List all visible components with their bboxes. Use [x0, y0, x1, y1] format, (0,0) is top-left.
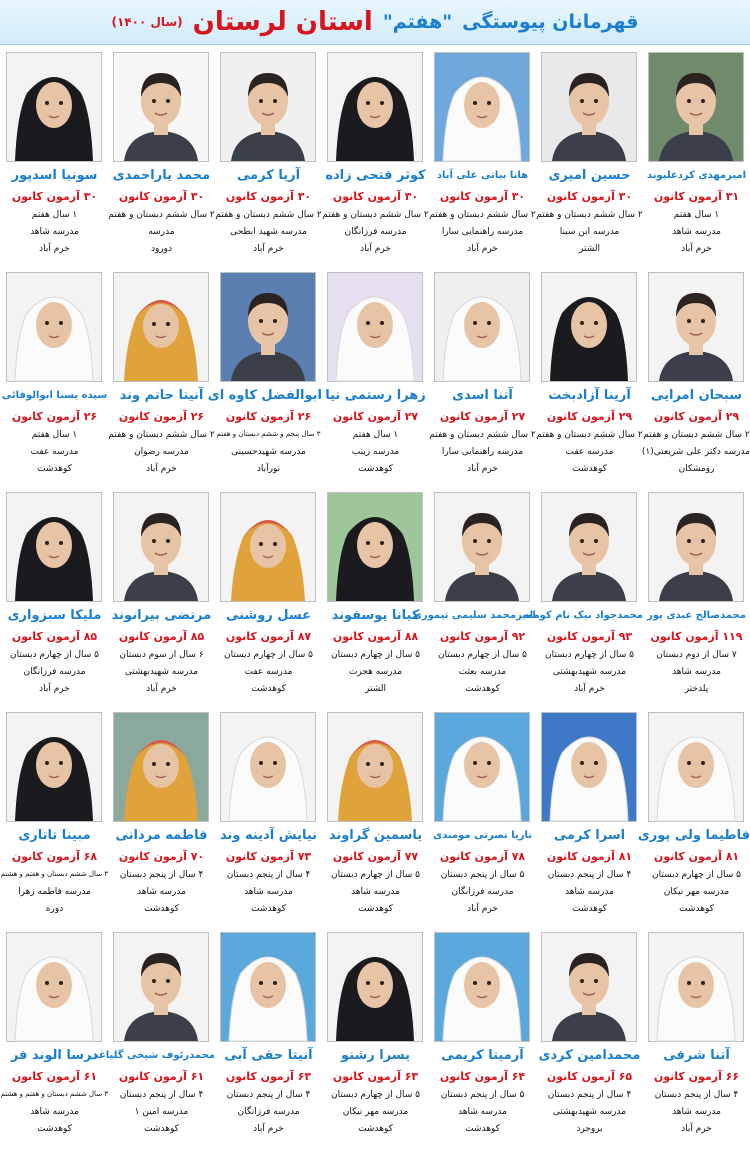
study-years: ۵ سال از چهارم دبستان — [224, 650, 313, 660]
city-name: خرم آباد — [39, 684, 70, 694]
student-card — [215, 926, 322, 1142]
exam-count: ۶۵ آزمون کانون — [546, 1070, 633, 1083]
study-years: ۲ سال ششم دبستان و هفتم — [322, 210, 429, 220]
school-name: مدرسه شاهد — [351, 887, 400, 897]
student-name: یسرا رشنو — [341, 1048, 410, 1063]
city-name: نورآباد — [256, 464, 281, 474]
student-card — [322, 486, 429, 702]
school-name: مدرسه دکتر علی شریعتی(۱) — [641, 447, 750, 457]
student-name: محمدامین کردی — [538, 1048, 641, 1063]
girl-white-hijab-icon — [649, 933, 743, 1041]
school-name: مدرسه بعثت — [458, 667, 507, 677]
student-card — [637, 706, 750, 922]
girl-black-hijab-icon — [328, 493, 422, 601]
city-name: دورود — [150, 244, 173, 254]
student-card — [429, 46, 536, 262]
student-photo — [648, 272, 744, 382]
school-name: مدرسه فرزانگان — [237, 1107, 300, 1117]
boy-portrait-icon — [221, 273, 315, 381]
student-card — [429, 266, 536, 482]
girl-black-hijab-icon — [328, 53, 422, 161]
boy-portrait-icon — [114, 53, 208, 161]
student-card — [1, 926, 108, 1142]
girl-black-hijab-icon — [7, 493, 101, 601]
study-years: ۲ سال ششم دبستان و هفتم — [429, 210, 536, 220]
city-name: خرم آباد — [681, 244, 712, 254]
student-name: عسل روشنی — [225, 608, 312, 623]
girl-white-hijab-icon — [435, 933, 529, 1041]
student-card — [88, 926, 215, 1142]
student-name: فاطمه مردانی — [115, 828, 208, 843]
study-years: ۳ سال ششم دبستان و هفتم و هشتم — [0, 870, 108, 878]
page-header — [0, 0, 750, 45]
student-photo — [648, 52, 744, 162]
exam-count: ۶۳ آزمون کانون — [332, 1070, 419, 1083]
city-name: الشتر — [365, 684, 386, 694]
study-years: ۵ سال از چهارم دبستان — [545, 650, 634, 660]
student-photo — [113, 492, 209, 602]
city-name: کوهدشت — [358, 464, 393, 474]
study-years: ۵ سال از چهارم دبستان — [331, 1090, 420, 1100]
school-name: مدرسه شهید ابطحی — [230, 227, 307, 237]
city-name: خرم آباد — [467, 464, 498, 474]
student-card — [429, 926, 536, 1142]
exam-count: ۸۸ آزمون کانون — [332, 630, 419, 643]
city-name: کوهدشت — [251, 904, 286, 914]
school-name: مدرسه شهیدحسینی — [231, 447, 306, 457]
student-photo — [6, 492, 102, 602]
student-photo — [6, 272, 102, 382]
school-name: مدرسه رضوان — [134, 447, 189, 457]
student-name: هانا بیاتی علی آباد — [436, 170, 529, 181]
student-name: نیایش آدینه وند — [219, 828, 318, 843]
student-photo — [434, 272, 530, 382]
boy-portrait-icon — [649, 493, 743, 601]
city-name: کوهدشت — [679, 904, 714, 914]
city-name: کوهدشت — [251, 684, 286, 694]
student-photo — [541, 52, 637, 162]
school-name: مدرسه فرزانگان — [451, 887, 514, 897]
student-card — [215, 706, 322, 922]
study-years: ۲ سال ششم دبستان و هفتم — [429, 430, 536, 440]
city-name: الشتر — [579, 244, 600, 254]
school-name: مدرسه شهیدبهشتی — [552, 1107, 627, 1117]
study-years: ۵ سال از چهارم دبستان — [10, 650, 99, 660]
city-name: کوهدشت — [358, 1124, 393, 1134]
girl-black-hijab-icon — [7, 53, 101, 161]
student-name: آریا کرمی — [236, 168, 301, 183]
school-name: مدرسه شاهد — [137, 887, 186, 897]
boy-portrait-icon — [114, 933, 208, 1041]
header-province: استان لرستان — [192, 7, 373, 37]
student-name: یاسمین گراوند — [328, 828, 423, 843]
student-name: ملیکا سبزواری — [7, 608, 102, 623]
study-years: ۴ سال از پنجم دبستان — [119, 1090, 204, 1100]
school-name: مدرسه هجرت — [348, 667, 403, 677]
city-name: خرم آباد — [681, 1124, 712, 1134]
student-card — [429, 706, 536, 922]
exam-count: ۷۷ آزمون کانون — [332, 850, 419, 863]
girl-scarf-icon — [114, 713, 208, 821]
boy-portrait-icon — [649, 53, 743, 161]
study-years: ۶ سال از سوم دبستان — [119, 650, 204, 660]
school-name: مدرسه شاهد — [672, 227, 721, 237]
city-name: خرم آباد — [253, 244, 284, 254]
exam-count: ۸۱ آزمون کانون — [653, 850, 740, 863]
student-photo — [541, 492, 637, 602]
school-name: مدرسه — [148, 227, 175, 237]
student-photo — [541, 272, 637, 382]
study-years: ۳ سال ششم دبستان و هفتم و هشتم — [0, 1090, 108, 1098]
student-card — [536, 706, 643, 922]
school-name: مدرسه مهر نیکان — [663, 887, 730, 897]
student-card — [1, 486, 108, 702]
student-photo — [6, 712, 102, 822]
exam-count: ۸۵ آزمون کانون — [118, 630, 205, 643]
city-name: خرم آباد — [574, 684, 605, 694]
student-card — [1, 46, 108, 262]
student-photo — [327, 52, 423, 162]
student-photo — [6, 932, 102, 1042]
girl-white-hijab-icon — [221, 713, 315, 821]
exam-count: ۸۱ آزمون کانون — [546, 850, 633, 863]
exam-count: ۲۷ آزمون کانون — [332, 410, 419, 423]
city-name: کوهدشت — [37, 1124, 72, 1134]
student-card — [536, 926, 643, 1142]
student-card — [108, 46, 215, 262]
study-years: ۴ سال از پنجم دبستان — [547, 1090, 632, 1100]
student-photo — [220, 712, 316, 822]
student-photo — [113, 712, 209, 822]
study-years: ۱ سال هفتم — [31, 210, 78, 220]
school-name: مدرسه شاهد — [672, 667, 721, 677]
student-card — [1, 266, 108, 482]
student-card — [322, 706, 429, 922]
student-name: کوثر فتحی زاده — [325, 168, 426, 183]
school-name: مدرسه مهر نیکان — [342, 1107, 409, 1117]
city-name: خرم آباد — [467, 904, 498, 914]
exam-count: ۲۶ آزمون کانون — [225, 410, 312, 423]
school-name: مدرسه شاهد — [30, 227, 79, 237]
student-photo — [434, 712, 530, 822]
exam-count: ۶۱ آزمون کانون — [118, 1070, 205, 1083]
student-name: فاطیما ولی پوری — [637, 828, 750, 843]
city-name: کوهدشت — [572, 464, 607, 474]
student-photo — [434, 52, 530, 162]
city-name: کوهدشت — [37, 464, 72, 474]
exam-count: ۲۶ آزمون کانون — [118, 410, 205, 423]
exam-count: ۳۰ آزمون کانون — [439, 190, 526, 203]
exam-count: ۶۳ آزمون کانون — [225, 1070, 312, 1083]
student-card — [108, 706, 215, 922]
boy-portrait-icon — [542, 493, 636, 601]
student-name: مرتضی بیرانوند — [111, 608, 212, 623]
study-years: ۲ سال ششم دبستان و هفتم — [108, 210, 215, 220]
student-photo — [648, 492, 744, 602]
student-photo — [113, 52, 209, 162]
exam-count: ۷۳ آزمون کانون — [225, 850, 312, 863]
study-years: ۵ سال از چهارم دبستان — [652, 870, 741, 880]
girl-scarf-icon — [221, 493, 315, 601]
study-years: ۲ سال ششم دبستان و هفتم — [108, 430, 215, 440]
study-years: ۴ سال از پنجم دبستان — [547, 870, 632, 880]
school-name: مدرسه فرزانگان — [23, 667, 86, 677]
student-photo — [220, 272, 316, 382]
boy-portrait-icon — [542, 53, 636, 161]
study-years: ۲ سال ششم دبستان و هفتم — [643, 430, 750, 440]
study-years: ۴ سال از پنجم دبستان — [119, 870, 204, 880]
school-name: مدرسه شاهد — [458, 1107, 507, 1117]
exam-count: ۶۱ آزمون کانون — [11, 1070, 98, 1083]
header-seventh: هفتم — [392, 11, 443, 33]
exam-count: ۹۳ آزمون کانون — [546, 630, 633, 643]
student-photo — [648, 712, 744, 822]
student-card — [322, 926, 429, 1142]
student-photo — [220, 932, 316, 1042]
student-name: محمدرئوف شیخی گلیاغی — [88, 1050, 215, 1061]
city-name: خرم آباد — [39, 244, 70, 254]
student-card — [215, 46, 322, 262]
city-name: دوره — [45, 904, 64, 914]
student-card — [108, 266, 215, 482]
student-card — [536, 266, 643, 482]
school-name: مدرسه عفت — [30, 447, 79, 457]
student-photo — [327, 932, 423, 1042]
exam-count: ۳۰ آزمون کانون — [332, 190, 419, 203]
girl-white-hijab-icon — [542, 713, 636, 821]
student-name: آتنا اسدی — [452, 388, 513, 403]
student-photo — [6, 52, 102, 162]
student-photo — [541, 712, 637, 822]
boy-portrait-icon — [435, 493, 529, 601]
exam-count: ۷۰ آزمون کانون — [118, 850, 205, 863]
student-card — [643, 266, 750, 482]
student-photo — [648, 932, 744, 1042]
student-card — [322, 266, 429, 482]
student-photo — [327, 712, 423, 822]
girl-black-hijab-icon — [328, 933, 422, 1041]
study-years: ۱ سال هفتم — [31, 430, 78, 440]
school-name: مدرسه شاهد — [565, 887, 614, 897]
student-photo — [434, 492, 530, 602]
study-years: ۲ سال ششم دبستان و هفتم — [536, 210, 643, 220]
student-card — [412, 486, 536, 702]
study-years: ۴ سال از پنجم دبستان — [654, 1090, 739, 1100]
school-name: مدرسه شاهد — [30, 1107, 79, 1117]
student-photo — [220, 52, 316, 162]
exam-count: ۳۱ آزمون کانون — [653, 190, 740, 203]
student-card — [643, 486, 750, 702]
header-seventh-wrap: "هفتم" — [382, 11, 453, 33]
student-name: مبینا تاتاری — [18, 828, 91, 843]
student-card — [523, 486, 643, 702]
student-name: امیرمحمد سلیمی تیموری — [412, 610, 536, 621]
student-card — [536, 46, 643, 262]
exam-count: ۷۸ آزمون کانون — [439, 850, 526, 863]
exam-count: ۸۷ آزمون کانون — [225, 630, 312, 643]
study-years: ۷ سال از دوم دبستان — [656, 650, 737, 660]
student-name: درسا الوند فر — [10, 1048, 99, 1063]
student-name: زهرا رستمی نیا — [325, 388, 426, 403]
exam-count: ۲۷ آزمون کانون — [439, 410, 526, 423]
student-name: آنیتا حاتم وند — [119, 388, 204, 403]
exam-count: ۳۰ آزمون کانون — [11, 190, 98, 203]
student-name: امیرمهدی کردعلیوند — [646, 170, 747, 181]
girl-white-hijab-icon — [435, 713, 529, 821]
boy-portrait-icon — [542, 933, 636, 1041]
student-name: حسین امیری — [548, 168, 631, 183]
student-name: سبحان امرایی — [650, 388, 743, 403]
student-card — [207, 266, 322, 482]
exam-count: ۳۰ آزمون کانون — [546, 190, 633, 203]
study-years: ۵ سال از چهارم دبستان — [331, 870, 420, 880]
exam-count: ۸۵ آزمون کانون — [11, 630, 98, 643]
exam-count: ۶۶ آزمون کانون — [653, 1070, 740, 1083]
school-name: مدرسه شهیدبهشتی — [124, 667, 199, 677]
study-years: ۲ سال ششم دبستان و هفتم — [536, 430, 643, 440]
header-year: (سال ۱۴۰۰) — [111, 15, 183, 29]
student-card — [1, 706, 108, 922]
exam-count: ۲۹ آزمون کانون — [653, 410, 740, 423]
student-card — [108, 486, 215, 702]
girl-white-hijab-icon — [435, 53, 529, 161]
school-name: مدرسه شاهد — [244, 887, 293, 897]
student-name: سونیا اسدپور — [11, 168, 98, 183]
girl-scarf-icon — [328, 713, 422, 821]
student-photo — [327, 492, 423, 602]
study-years: ۵ سال از پنجم دبستان — [440, 870, 525, 880]
boy-portrait-icon — [221, 53, 315, 161]
student-name: محمدصالح عبدی پور — [647, 610, 746, 621]
school-name: مدرسه فرزانگان — [344, 227, 407, 237]
student-name: سیده یسنا ابوالوفائی — [1, 390, 108, 401]
city-name: کوهدشت — [358, 904, 393, 914]
student-name: ناریا نصرتی مومندی — [432, 830, 533, 841]
study-years: ۵ سال از چهارم دبستان — [438, 650, 527, 660]
study-years: ۲ سال ششم دبستان و هفتم — [215, 210, 322, 220]
city-name: کوهدشت — [144, 904, 179, 914]
student-card — [643, 926, 750, 1142]
girl-white-hijab-icon — [7, 273, 101, 381]
exam-count: ۱۱۹ آزمون کانون — [650, 630, 743, 643]
city-name: خرم آباد — [146, 684, 177, 694]
school-name: مدرسه راهنمایی سارا — [441, 227, 524, 237]
student-name: آرینا آزادبخت — [548, 388, 631, 403]
study-years: ۵ سال از چهارم دبستان — [331, 650, 420, 660]
student-photo — [220, 492, 316, 602]
exam-count: ۲۶ آزمون کانون — [11, 410, 98, 423]
city-name: کوهدشت — [144, 1124, 179, 1134]
city-name: خرم آباد — [253, 1124, 284, 1134]
school-name: مدرسه فاطمه زهرا — [18, 887, 91, 897]
student-name: آنیتا حقی آبی — [224, 1048, 313, 1063]
student-name: آرمیتا کریمی — [441, 1048, 524, 1063]
student-card — [643, 46, 750, 262]
study-years: ۱ سال هفتم — [673, 210, 720, 220]
study-years: ۵ سال از پنجم دبستان — [440, 1090, 525, 1100]
girl-black-hijab-icon — [542, 273, 636, 381]
student-photo — [327, 272, 423, 382]
school-name: مدرسه شهیدبهشتی — [552, 667, 627, 677]
school-name: مدرسه ابن سینا — [559, 227, 620, 237]
student-name: اسرا کرمی — [553, 828, 626, 843]
student-name: آتنا شرفی — [663, 1048, 730, 1063]
student-photo — [113, 932, 209, 1042]
city-name: خرم آباد — [467, 244, 498, 254]
header-prefix: قهرمانان پیوستگی — [462, 11, 639, 33]
boy-portrait-icon — [649, 273, 743, 381]
student-card — [215, 486, 322, 702]
girl-white-hijab-icon — [7, 933, 101, 1041]
student-name: ابوالفضل کاوه ای — [207, 388, 322, 403]
exam-count: ۲۹ آزمون کانون — [546, 410, 633, 423]
city-name: کوهدشت — [465, 1124, 500, 1134]
student-name: محمد یاراحمدی — [112, 168, 211, 183]
girl-white-hijab-icon — [435, 273, 529, 381]
city-name: پلدختر — [684, 684, 709, 694]
student-photo — [113, 272, 209, 382]
city-name: خرم آباد — [146, 464, 177, 474]
student-photo — [434, 932, 530, 1042]
school-name: مدرسه زینب — [351, 447, 400, 457]
girl-black-hijab-icon — [7, 713, 101, 821]
girl-white-hijab-icon — [328, 273, 422, 381]
study-years: ۳ سال پنجم و ششم دبستان و هفتم — [216, 430, 321, 438]
exam-count: ۳۰ آزمون کانون — [118, 190, 205, 203]
student-photo — [541, 932, 637, 1042]
girl-white-hijab-icon — [221, 933, 315, 1041]
city-name: خرم آباد — [360, 244, 391, 254]
study-years: ۱ سال هفتم — [352, 430, 399, 440]
student-name: محمدجواد نیک نام کومله — [523, 610, 643, 621]
city-name: کوهدشت — [572, 904, 607, 914]
school-name: مدرسه امین ۱ — [134, 1107, 189, 1117]
school-name: مدرسه راهنمایی سارا — [441, 447, 524, 457]
study-years: ۴ سال از پنجم دبستان — [226, 1090, 311, 1100]
city-name: بروجرد — [576, 1124, 603, 1134]
student-name: کیانا یوسفوند — [331, 608, 420, 623]
exam-count: ۹۲ آزمون کانون — [439, 630, 526, 643]
school-name: مدرسه عفت — [565, 447, 614, 457]
girl-scarf-icon — [114, 273, 208, 381]
study-years: ۴ سال از پنجم دبستان — [226, 870, 311, 880]
exam-count: ۶۸ آزمون کانون — [11, 850, 98, 863]
city-name: رومشکان — [678, 464, 715, 474]
exam-count: ۶۴ آزمون کانون — [439, 1070, 526, 1083]
girl-white-hijab-icon — [649, 713, 743, 821]
school-name: مدرسه شاهد — [672, 1107, 721, 1117]
city-name: کوهدشت — [465, 684, 500, 694]
school-name: مدرسه عفت — [244, 667, 293, 677]
boy-portrait-icon — [114, 493, 208, 601]
exam-count: ۳۰ آزمون کانون — [225, 190, 312, 203]
student-card — [322, 46, 429, 262]
